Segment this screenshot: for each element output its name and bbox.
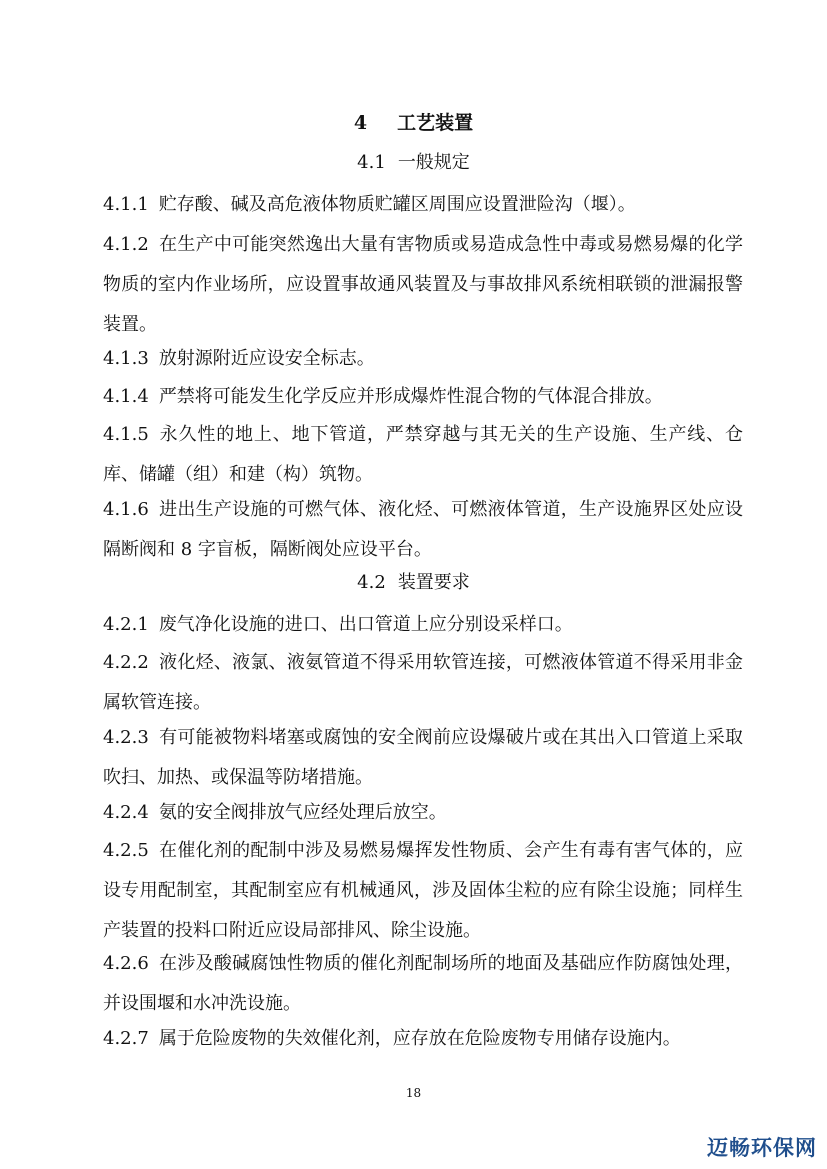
- clause-number: 4.1.2: [103, 234, 149, 255]
- clause-text: 在生产中可能突然逸出大量有害物质或易造成急性中毒或易燃易爆的化学物质的室内作业场所，应设置事故通风装置及与事故排风系统相联锁的泄漏报警装置。: [103, 234, 743, 335]
- clause-4-1-6: [103, 490, 743, 570]
- clause-number: 4.1.6: [103, 499, 149, 520]
- clause-4-2-1: [103, 605, 743, 645]
- section-number: 4.1: [357, 152, 386, 173]
- clause-text: 贮存酸、碱及高危液体物质贮罐区周围应设置泄险沟（堰）。: [158, 194, 636, 215]
- clause-4-2-4: [103, 793, 743, 833]
- chapter-number: 4: [353, 112, 368, 134]
- clause-text: 永久性的地上、地下管道，严禁穿越与其无关的生产设施、生产线、仓库、储罐（组）和建（构）筑物。: [103, 424, 743, 485]
- section-title-text: 一般规定: [397, 152, 470, 173]
- clause-text: 废气净化设施的进口、出口管道上应分别设采样口。: [158, 614, 573, 635]
- clause-number: 4.2.5: [103, 840, 149, 861]
- clause-4-1-4: [103, 377, 743, 417]
- clause-4-1-2: [103, 225, 743, 345]
- section-title-text: 装置要求: [397, 572, 470, 593]
- clause-4-1-5: [103, 415, 743, 495]
- clause-number: 4.2.2: [103, 652, 149, 673]
- section-title-4-2: [0, 568, 827, 598]
- clause-number: 4.2.4: [103, 802, 149, 823]
- clause-4-2-6: [103, 944, 743, 1024]
- chapter-title: [0, 108, 827, 138]
- clause-4-1-3: [103, 339, 743, 379]
- clause-number: 4.2.3: [103, 727, 149, 748]
- clause-number: 4.2.7: [103, 1028, 149, 1049]
- clause-number: 4.1.3: [103, 348, 149, 369]
- clause-number: 4.1.5: [103, 424, 149, 445]
- clause-text: 氨的安全阀排放气应经处理后放空。: [158, 802, 447, 823]
- site-watermark: 迈畅环保网: [707, 1136, 817, 1160]
- clause-4-2-7: [103, 1019, 743, 1059]
- clause-text: 液化烃、液氯、液氨管道不得采用软管连接，可燃液体管道不得采用非金属软管连接。: [103, 652, 743, 713]
- clause-number: 4.2.6: [103, 953, 149, 974]
- clause-text: 放射源附近应设安全标志。: [158, 348, 375, 369]
- clause-text: 进出生产设施的可燃气体、液化烃、可燃液体管道，生产设施界区处应设隔断阀和 8 字盲板，隔断阀处应设平台。: [103, 499, 743, 560]
- clause-text: 在催化剂的配制中涉及易燃易爆挥发性物质、会产生有毒有害气体的，应设专用配制室，其配制室应有机械通风，涉及固体尘粒的应有除尘设施；同样生产装置的投料口附近应设局部排风、除尘设施。: [103, 840, 743, 941]
- clause-4-2-5: [103, 831, 743, 951]
- clause-text: 有可能被物料堵塞或腐蚀的安全阀前应设爆破片或在其出入口管道上采取吹扫、加热、或保温等防堵措施。: [103, 727, 743, 788]
- clause-number: 4.2.1: [103, 614, 149, 635]
- clause-4-1-1: [103, 185, 743, 225]
- clause-text: 属于危险废物的失效催化剂，应存放在危险废物专用储存设施内。: [158, 1028, 681, 1049]
- chapter-title-text: 工艺装置: [397, 112, 474, 134]
- clause-number: 4.1.4: [103, 386, 149, 407]
- clause-4-2-3: [103, 718, 743, 798]
- page-number: 18: [405, 1086, 422, 1100]
- clause-text: 在涉及酸碱腐蚀性物质的催化剂配制场所的地面及基础应作防腐蚀处理，并设围堰和水冲洗设施。: [103, 953, 743, 1014]
- clause-text: 严禁将可能发生化学反应并形成爆炸性混合物的气体混合排放。: [158, 386, 663, 407]
- clause-number: 4.1.1: [103, 194, 149, 215]
- section-title-4-1: [0, 148, 827, 178]
- clause-4-2-2: [103, 643, 743, 723]
- section-number: 4.2: [357, 572, 386, 593]
